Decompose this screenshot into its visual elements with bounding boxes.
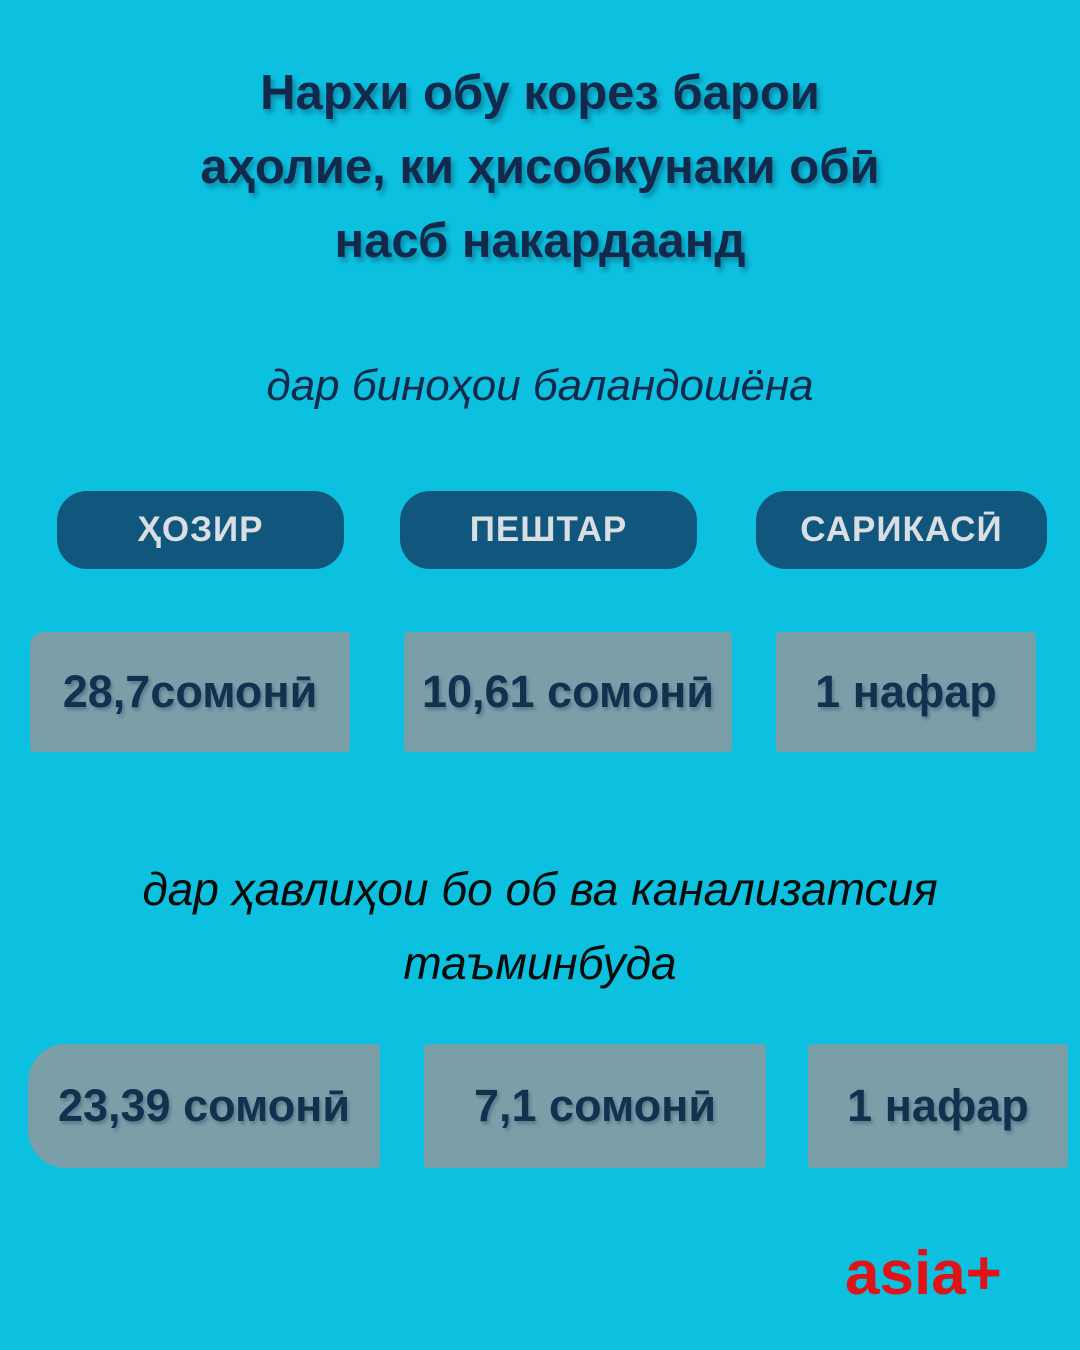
asia-plus-logo: asia+: [845, 1239, 1002, 1308]
subtitle-courtyard-houses: [0, 852, 1080, 1000]
value-previous-highrise: 10,61 сомонӣ: [404, 632, 732, 752]
value-current-courtyard: 23,39 сомонӣ: [28, 1044, 380, 1168]
tariff-pill-hozir: ҲОЗИР: [57, 491, 344, 569]
title-line-1: Нархи обу корез барои: [260, 66, 820, 120]
infographic-title: [0, 56, 1080, 278]
value-previous-courtyard: 7,1 сомонӣ: [424, 1044, 766, 1168]
value-per-person-courtyard: 1 нафар: [808, 1044, 1068, 1168]
subtitle-courtyard-line-1: дар ҳавлиҳои бо об ва канализатсия: [142, 863, 938, 915]
title-line-2: аҳолие, ки ҳисобкунаки обӣ: [200, 140, 880, 194]
tariff-pill-peshtar: ПЕШТАР: [400, 491, 697, 569]
subtitle-courtyard-line-2: таъминбуда: [403, 937, 677, 989]
tariff-pill-sarikasi: САРИКАСӢ: [756, 491, 1047, 569]
title-line-3: насб накардаанд: [334, 214, 746, 268]
subtitle-highrise-buildings: дар биноҳои баландошёна: [266, 361, 814, 410]
value-per-person-highrise: 1 нафар: [776, 632, 1036, 752]
value-current-highrise: 28,7сомонӣ: [30, 632, 350, 752]
